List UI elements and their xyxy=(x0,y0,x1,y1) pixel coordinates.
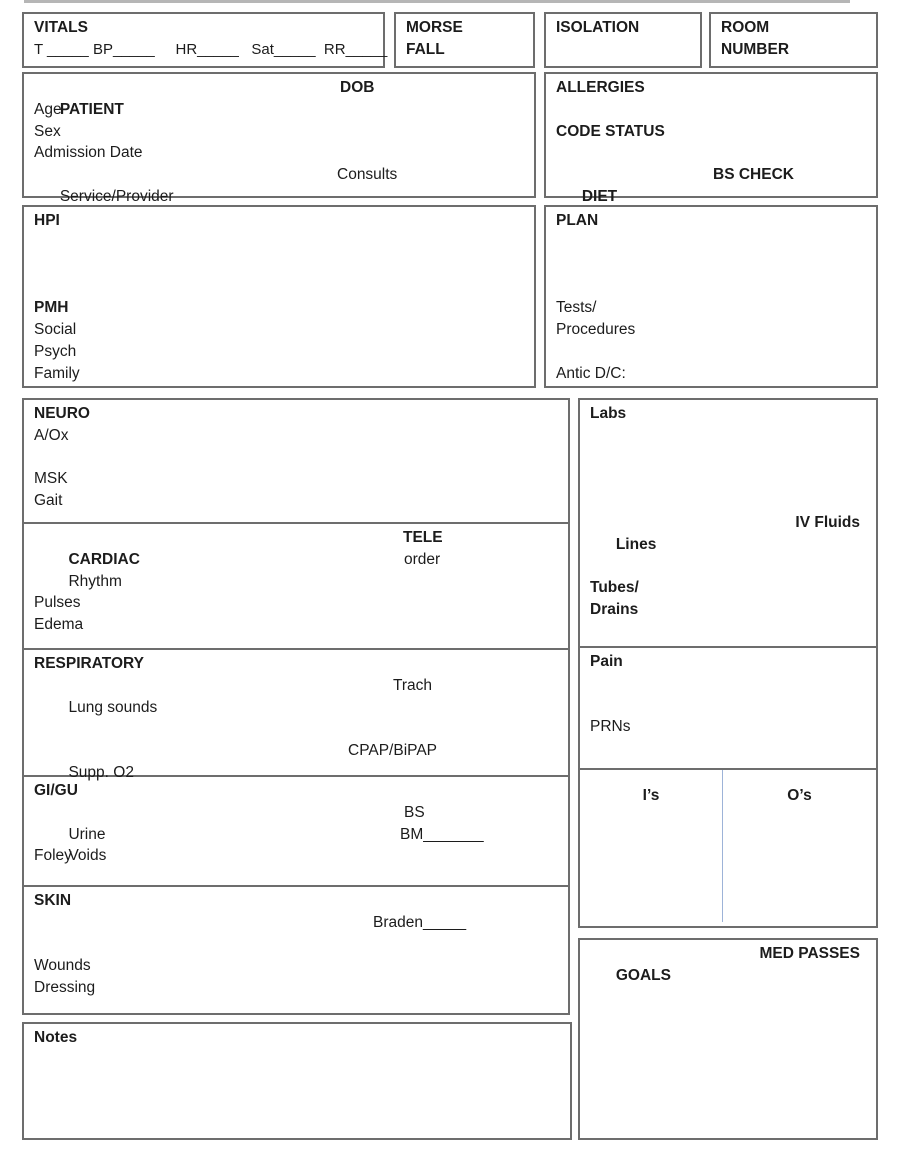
isolation-title: ISOLATION xyxy=(556,19,640,36)
code-status-label: CODE STATUS xyxy=(556,122,665,140)
assessment-box xyxy=(22,398,570,1015)
isolation-box xyxy=(544,12,702,68)
allergies-title: ALLERGIES xyxy=(556,79,645,96)
labs-title: Labs xyxy=(590,405,627,422)
skin-section xyxy=(24,885,568,1013)
number-label: NUMBER xyxy=(721,40,790,58)
cardiac-title: CARDIAC xyxy=(68,550,140,568)
supp-o2-label: Supp. O2 xyxy=(68,763,134,781)
hpi-title: HPI xyxy=(34,212,60,229)
patient-box xyxy=(22,72,536,205)
lung-sounds-row xyxy=(34,675,558,716)
goals-title-row xyxy=(590,943,866,984)
aox-label: A/Ox xyxy=(34,426,69,444)
pain-box xyxy=(578,648,878,770)
braden-label: Braden_____ xyxy=(373,913,467,931)
pain-title: Pain xyxy=(590,653,623,670)
scan-artifact xyxy=(24,0,850,3)
diet-row xyxy=(556,164,866,205)
consults-label: Consults xyxy=(337,166,398,184)
patient-title: PATIENT xyxy=(59,100,124,118)
supp-o2-row xyxy=(34,740,558,781)
intake-output-box xyxy=(578,770,878,928)
urine-label: Urine xyxy=(68,825,106,843)
dob-label: DOB xyxy=(340,79,375,96)
service-provider-label: Service/Provider xyxy=(59,187,174,205)
iv-fluids-label: IV Fluids xyxy=(795,513,860,531)
service-provider-row xyxy=(34,164,524,205)
lung-sounds-label: Lung sounds xyxy=(68,698,158,716)
sex-label: Sex xyxy=(34,122,61,140)
room-number-box xyxy=(709,12,878,68)
pulses-label: Pulses xyxy=(34,594,81,612)
respiratory-section xyxy=(24,648,568,781)
morse-label: MORSE xyxy=(406,19,463,36)
skin-title: SKIN xyxy=(34,892,72,909)
goals-box xyxy=(578,938,878,1140)
allergies-box xyxy=(544,72,878,205)
neuro-title: NEURO xyxy=(34,405,90,422)
gigu-title: GI/GU xyxy=(34,782,78,799)
vitals-fields-line: T _____ BP_____ HR_____ Sat_____ RR_____ xyxy=(34,40,388,58)
vitals-box xyxy=(22,12,388,68)
antic-dc-label: Antic D/C: xyxy=(556,364,626,382)
voids-label: Voids xyxy=(68,847,107,865)
hpi-box xyxy=(22,205,536,388)
family-label: Family xyxy=(34,364,80,382)
bs-check-label: BS CHECK xyxy=(713,166,794,184)
neuro-section xyxy=(24,400,568,522)
bs-label: BS xyxy=(404,803,425,821)
cardiac-section xyxy=(24,522,568,648)
morse-fall-box xyxy=(394,12,535,68)
foley-label: Foley xyxy=(34,847,72,865)
braden-row xyxy=(34,912,558,934)
age-label: Age xyxy=(34,100,62,118)
tele-label: TELE xyxy=(403,529,443,546)
trach-label: Trach xyxy=(393,676,433,694)
gait-label: Gait xyxy=(34,492,63,510)
edema-label: Edema xyxy=(34,616,84,634)
intake-output-table xyxy=(580,770,876,926)
procedures-label: Procedures xyxy=(556,320,636,338)
med-passes-label: MED PASSES xyxy=(759,945,860,962)
tubes-label: Tubes/ xyxy=(590,579,639,597)
vitals-title: VITALS xyxy=(34,19,88,36)
prns-label: PRNs xyxy=(590,718,631,736)
cpap-bipap-label: CPAP/BiPAP xyxy=(348,742,438,760)
goals-title: GOALS xyxy=(615,966,671,984)
msk-label: MSK xyxy=(34,470,68,488)
tests-label: Tests/ xyxy=(556,299,597,317)
lines-label: Lines xyxy=(615,535,657,553)
social-label: Social xyxy=(34,320,77,338)
rhythm-label: Rhythm xyxy=(68,572,122,590)
intake-column-header: I’s xyxy=(642,787,660,804)
diet-label: DIET xyxy=(581,187,618,205)
plan-title: PLAN xyxy=(556,212,599,229)
respiratory-title: RESPIRATORY xyxy=(34,655,144,672)
notes-title: Notes xyxy=(34,1029,78,1046)
drains-label: Drains xyxy=(590,601,639,619)
wounds-label: Wounds xyxy=(34,957,91,975)
pmh-label: PMH xyxy=(34,299,69,317)
gigu-section xyxy=(24,775,568,885)
bm-label: BM_______ xyxy=(400,825,484,843)
lines-row xyxy=(590,512,866,553)
output-column-header: O’s xyxy=(722,770,876,922)
labs-box xyxy=(578,398,878,648)
tele-order-label: order xyxy=(404,550,441,568)
fall-label: FALL xyxy=(406,40,445,58)
psych-label: Psych xyxy=(34,342,77,360)
room-label: ROOM xyxy=(721,19,770,36)
admission-date-label: Admission Date xyxy=(34,144,143,162)
notes-box xyxy=(22,1022,572,1140)
rhythm-row xyxy=(34,549,558,590)
plan-box xyxy=(544,205,878,388)
dressing-label: Dressing xyxy=(34,979,96,997)
